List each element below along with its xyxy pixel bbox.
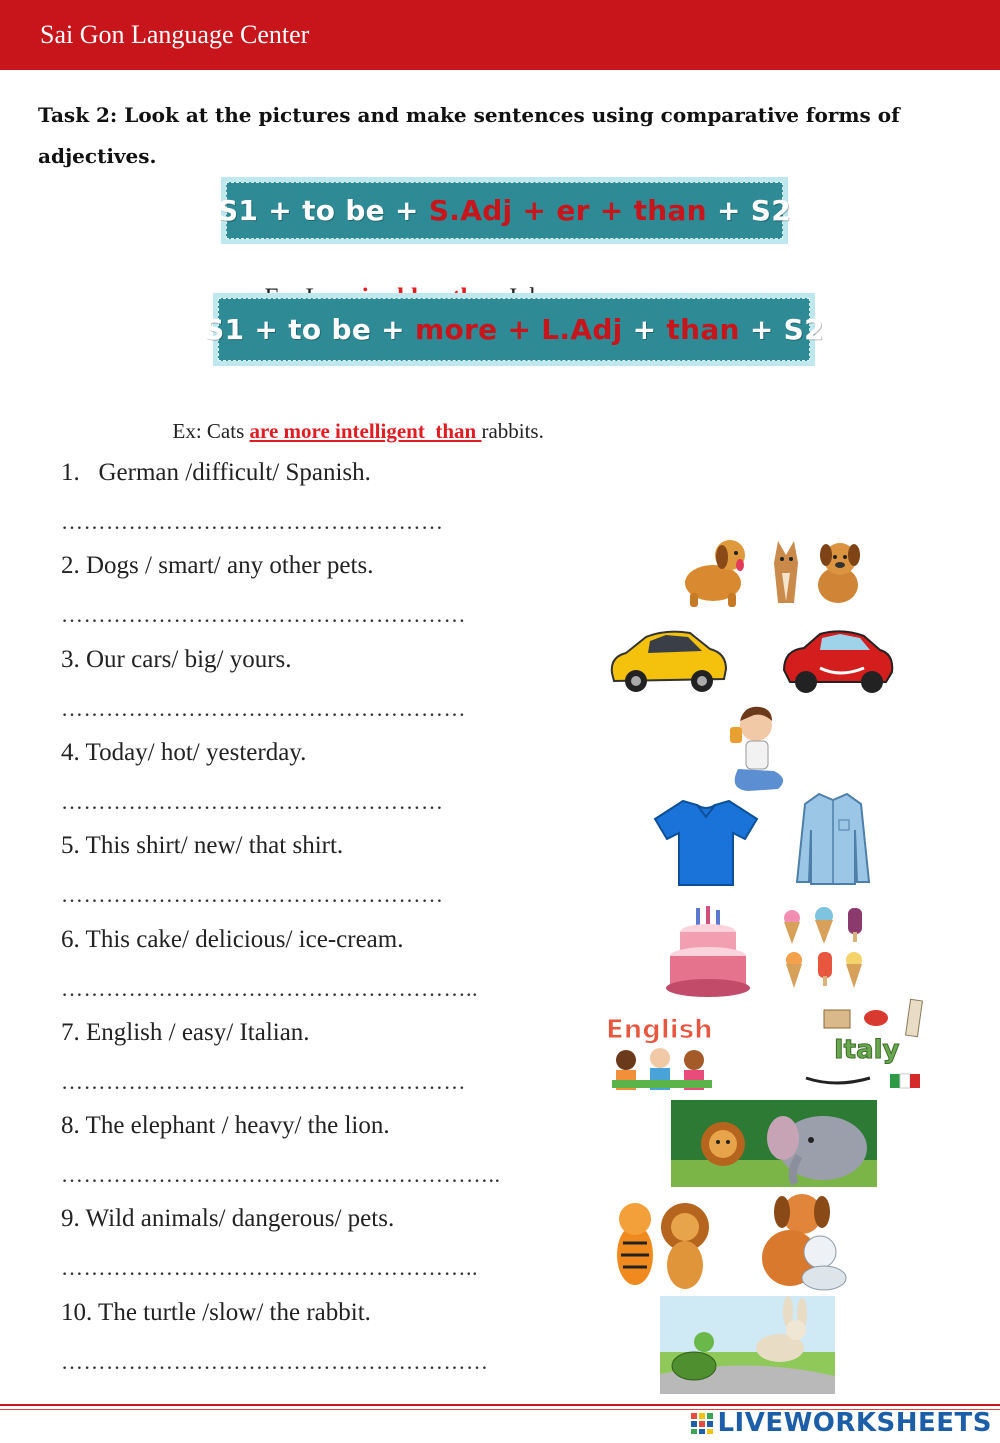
formula-part: S1 + to be + [204,313,415,346]
formula-part: than [666,313,740,346]
liveworksheets-brand[interactable] [690,1408,992,1438]
exercise-prompt: 3. Our cars/ big/ yours. [61,645,292,673]
italy-picture [796,996,932,1094]
yellow-car-picture [606,623,730,695]
exercise-prompt: 9. Wild animals/ dangerous/ pets. [61,1205,395,1233]
liveworksheets-logo-icon [690,1411,714,1435]
exercise-prompt: 10. The turtle /slow/ the rabbit. [61,1298,371,1326]
formula-part: more + L.Adj [415,313,623,346]
answer-line[interactable]: …………………………………………… [61,509,444,534]
answer-line[interactable]: ……………………………………………….. [61,975,478,1001]
answer-line[interactable]: ………………………………………………… [61,1348,489,1374]
answer-line[interactable]: ………………………………………………….. [61,1162,501,1188]
formula-part: S1 + to be + [217,194,429,227]
exercise-prompt: 2. Dogs / smart/ any other pets. [61,552,374,580]
header-bar [0,0,1000,70]
answer-line[interactable]: ……………………………………………… [61,695,466,721]
answer-line[interactable]: …………………………………………… [61,788,444,814]
answer-line[interactable]: ……………………………………………… [61,602,466,628]
exercise-prompt: 5. This shirt/ new/ that shirt. [61,832,344,860]
footer-rule [0,1404,1000,1406]
red-car-picture [780,624,896,696]
formula-part: + S2 [739,313,824,346]
task-instruction: Task 2: Look at the pictures and make sentences using comparative forms of adjectives. [38,103,900,168]
formula-short-adjective-text [217,182,792,239]
formula-long-adjective-text [204,298,824,361]
example-long-before: Ex: Cats [172,419,250,443]
formula-short-adjective [217,177,792,244]
formula-part: S.Adj + er + than [428,194,707,227]
header-title: Sai Gon Language Center [40,20,310,49]
formula-part: + S2 [706,194,792,227]
english-picture-label: English [606,1015,713,1045]
example-long-highlight: are more intelligent than [249,419,482,443]
turtle-rabbit-picture [660,1296,835,1394]
exercise-prompt: 6. This cake/ delicious/ ice-cream. [61,925,404,953]
answer-line[interactable]: ……………………………………………….. [61,1255,478,1281]
dogs-picture [678,533,873,609]
exercise-prompt: 4. Today/ hot/ yesterday. [61,738,307,766]
exercise-prompt: 7. English / easy/ Italian. [61,1018,310,1046]
formula-long-adjective [204,293,824,366]
denim-shirt-picture [795,790,871,886]
italy-picture-label: Italy [834,1035,900,1065]
example-long-after: rabbits. [481,419,544,443]
answer-line[interactable]: ……………………………………………… [61,1068,466,1094]
example-long [162,394,544,444]
blue-polo-shirt-picture [653,797,759,887]
lion-elephant-picture [671,1100,877,1187]
ice-cream-picture [778,906,870,994]
wild-animals-picture [605,1193,715,1293]
exercise-prompt: 8. The elephant / heavy/ the lion. [61,1112,390,1140]
formula-part: + [622,313,667,346]
liveworksheets-brand-text: LIVEWORKSHEETS [717,1408,992,1438]
exercise-prompt: 1. German /difficult/ Spanish. [61,459,371,486]
english-picture [602,1010,720,1094]
answer-line[interactable]: …………………………………………… [61,882,444,908]
pets-picture [750,1186,852,1292]
hot-boy-picture [718,699,796,799]
cake-picture [662,902,750,1000]
